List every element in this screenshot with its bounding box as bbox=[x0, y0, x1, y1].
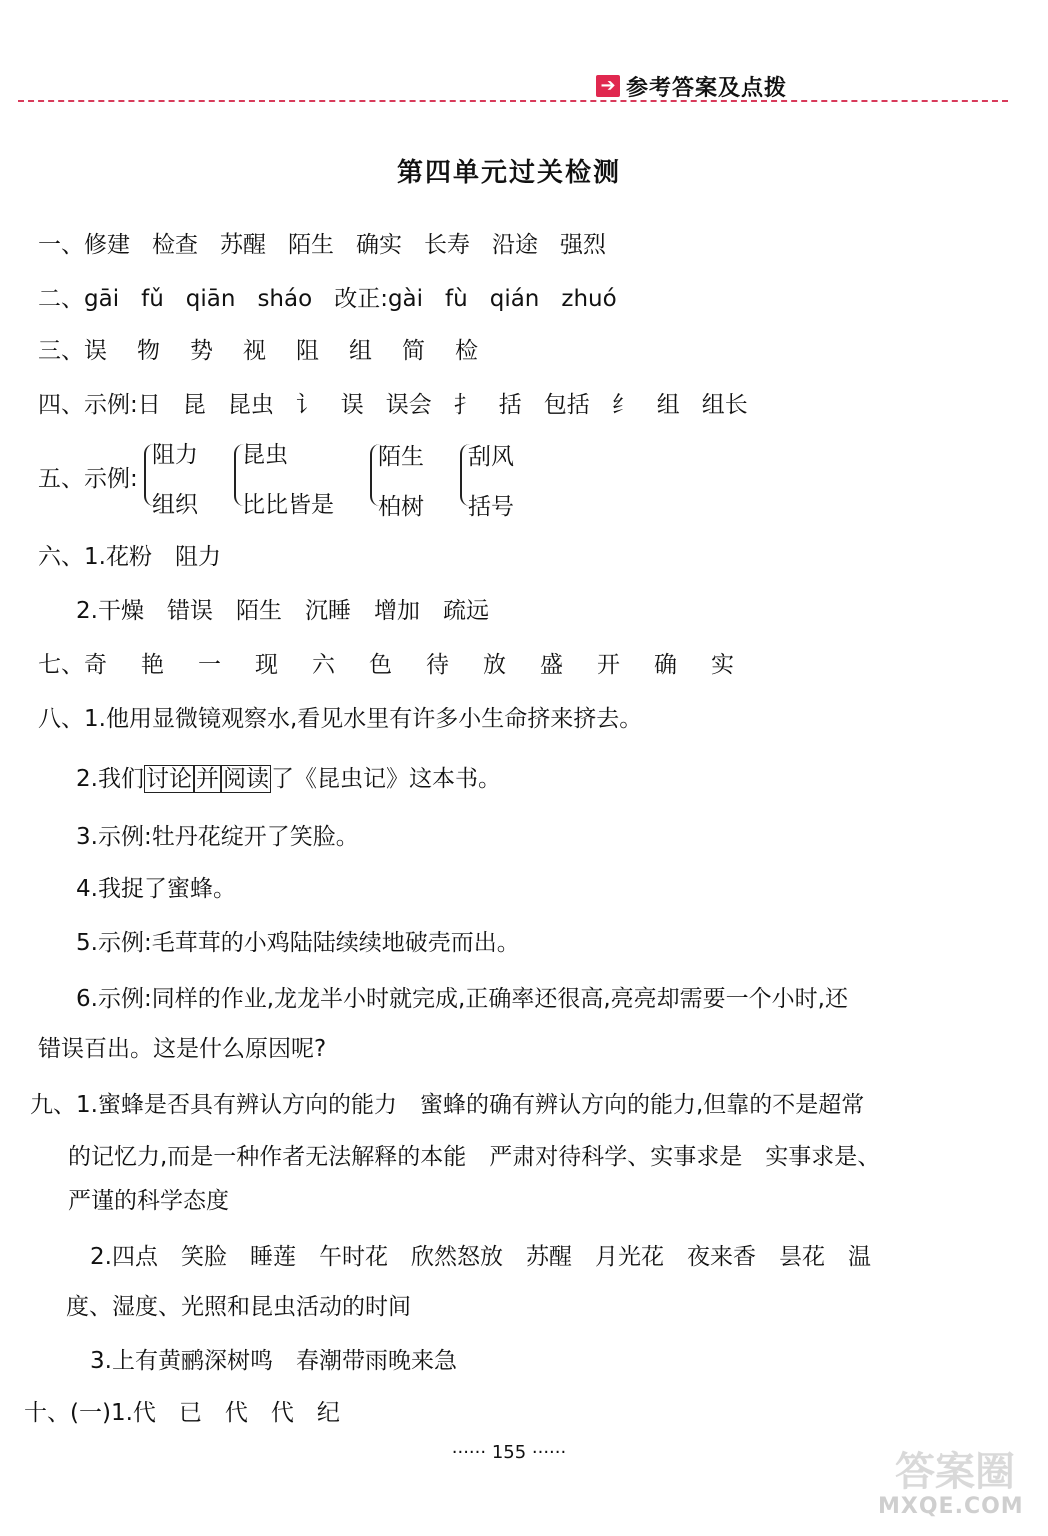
answer-line: 严谨的科学态度 bbox=[68, 1188, 229, 1214]
word-pair-item: 陌生 bbox=[378, 444, 424, 470]
answer-char: 检 bbox=[455, 338, 478, 364]
pinyin: gài bbox=[387, 286, 424, 312]
answer-line: 4.我捉了蜜蜂。 bbox=[76, 876, 236, 902]
answer-word: 检查 bbox=[152, 232, 198, 258]
question-number: 一、 bbox=[38, 232, 84, 258]
header-divider bbox=[18, 100, 1008, 102]
boxed-word: 讨论 bbox=[145, 766, 192, 792]
arrow-right-icon: ➔ bbox=[596, 75, 620, 97]
question-number: 十、 bbox=[24, 1400, 70, 1426]
answer-line: 的记忆力,而是一种作者无法解释的本能 严肃对待科学、实事求是 实事求是、 bbox=[68, 1144, 881, 1170]
answer-line: 错误百出。这是什么原因呢? bbox=[38, 1036, 327, 1062]
answer-char: 六 bbox=[312, 652, 335, 678]
answer-3 bbox=[38, 336, 500, 366]
answer-word: 陌生 bbox=[288, 232, 334, 258]
answer-10 bbox=[24, 1398, 340, 1428]
answer-line: 1.蜜蜂是否具有辨认方向的能力 蜜蜂的确有辨认方向的能力,但靠的不是超常 bbox=[76, 1092, 865, 1118]
answer-line: 2.四点 笑脸 睡莲 午时花 欣然怒放 苏醒 月光花 夜来香 昙花 温 bbox=[90, 1244, 871, 1270]
example-label: 示例: bbox=[84, 392, 138, 418]
answer-item: 误会 bbox=[385, 392, 432, 418]
answer-item: 日 bbox=[137, 392, 161, 418]
answer-line: (一)1.代 已 代 代 纪 bbox=[70, 1400, 340, 1426]
question-number: 五、 bbox=[38, 466, 84, 492]
answer-char: 开 bbox=[597, 652, 620, 678]
question-number: 七、 bbox=[38, 652, 84, 678]
answer-1 bbox=[38, 230, 628, 260]
answer-line: 度、湿度、光照和昆虫活动的时间 bbox=[66, 1294, 411, 1320]
answer-text: 了《昆虫记》这本书。 bbox=[270, 766, 501, 792]
answer-item: 组 bbox=[656, 392, 680, 418]
answer-word: 长寿 bbox=[424, 232, 470, 258]
answer-char: 确 bbox=[654, 652, 677, 678]
answer-line: 3.示例:牡丹花绽开了笑脸。 bbox=[76, 824, 359, 850]
answer-item: 讠 bbox=[295, 392, 319, 418]
question-number: 二、 bbox=[38, 286, 84, 312]
answer-char: 现 bbox=[255, 652, 278, 678]
answer-6 bbox=[38, 542, 221, 572]
question-number: 四、 bbox=[38, 392, 84, 418]
answer-char: 实 bbox=[711, 652, 734, 678]
answer-9 bbox=[30, 1090, 864, 1120]
answer-item: 纟 bbox=[611, 392, 635, 418]
answer-word: 沿途 bbox=[492, 232, 538, 258]
question-number: 八、 bbox=[38, 706, 84, 732]
pinyin: qián bbox=[489, 286, 540, 312]
answer-word: 强烈 bbox=[560, 232, 606, 258]
answer-8 bbox=[38, 704, 642, 734]
answer-7 bbox=[38, 650, 756, 680]
watermark-logo: 答案圈 bbox=[895, 1449, 1015, 1495]
correction-label: 改正: bbox=[334, 286, 388, 312]
answer-char: 艳 bbox=[141, 652, 164, 678]
answer-item: 括 bbox=[498, 392, 522, 418]
word-pair-item: 阻力 bbox=[152, 442, 198, 468]
answer-2 bbox=[38, 284, 639, 314]
watermark-url: MXQE.COM bbox=[878, 1494, 1024, 1519]
pinyin: gāi bbox=[84, 286, 120, 312]
page-title: 第四单元过关检测 bbox=[396, 158, 621, 188]
word-pair-item: 刮风 bbox=[468, 444, 514, 470]
answer-char: 色 bbox=[369, 652, 392, 678]
question-number: 九、 bbox=[30, 1092, 76, 1118]
answer-item: 组长 bbox=[701, 392, 748, 418]
answer-line: 2.干燥 错误 陌生 沉睡 增加 疏远 bbox=[76, 598, 489, 624]
answer-item: 扌 bbox=[453, 392, 477, 418]
question-number: 三、 bbox=[38, 338, 84, 364]
answer-line: 6.示例:同样的作业,龙龙半小时就完成,正确率还很高,亮亮却需要一个小时,还 bbox=[76, 986, 848, 1012]
word-pair-item: 括号 bbox=[468, 494, 514, 520]
pinyin: qiān bbox=[185, 286, 236, 312]
answer-item: 昆虫 bbox=[227, 392, 274, 418]
answer-4 bbox=[38, 390, 770, 420]
word-pair-item: 比比皆是 bbox=[242, 492, 334, 518]
boxed-word: 并 bbox=[195, 766, 219, 792]
answer-line: 1.花粉 阻力 bbox=[84, 544, 221, 570]
answer-item: 误 bbox=[340, 392, 364, 418]
answer-5-label bbox=[38, 464, 138, 494]
answer-char: 放 bbox=[483, 652, 506, 678]
answer-char: 待 bbox=[426, 652, 449, 678]
answer-char: 组 bbox=[349, 338, 372, 364]
answer-char: 视 bbox=[243, 338, 266, 364]
answer-item: 昆 bbox=[182, 392, 206, 418]
answer-word: 苏醒 bbox=[220, 232, 266, 258]
word-pair-item: 柏树 bbox=[378, 494, 424, 520]
answer-line: 1.他用显微镜观察水,看见水里有许多小生命挤来挤去。 bbox=[84, 706, 643, 732]
answer-char: 势 bbox=[190, 338, 213, 364]
answer-line-boxed bbox=[76, 764, 501, 794]
question-number: 六、 bbox=[38, 544, 84, 570]
header-label: 参考答案及点拨 bbox=[626, 75, 788, 101]
section-header bbox=[596, 72, 793, 100]
answer-char: 物 bbox=[137, 338, 160, 364]
answer-char: 误 bbox=[84, 338, 107, 364]
pinyin: zhuó bbox=[561, 286, 617, 312]
word-pair-item: 组织 bbox=[152, 492, 198, 518]
pinyin: sháo bbox=[257, 286, 313, 312]
answer-char: 奇 bbox=[84, 652, 107, 678]
answer-char: 盛 bbox=[540, 652, 563, 678]
answer-char: 简 bbox=[402, 338, 425, 364]
answer-char: 一 bbox=[198, 652, 221, 678]
pinyin: fǔ bbox=[141, 286, 164, 312]
answer-line: 3.上有黄鹂深树鸣 春潮带雨晚来急 bbox=[90, 1348, 457, 1374]
word-pair-item: 昆虫 bbox=[242, 442, 288, 468]
answer-word: 修建 bbox=[84, 232, 130, 258]
pinyin: fù bbox=[445, 286, 468, 312]
page-number: ······ 155 ······ bbox=[451, 1442, 567, 1463]
answer-line: 5.示例:毛茸茸的小鸡陆陆续续地破壳而出。 bbox=[76, 930, 520, 956]
answer-word: 确实 bbox=[356, 232, 402, 258]
answer-char: 阻 bbox=[296, 338, 319, 364]
example-label: 示例: bbox=[84, 466, 138, 492]
boxed-word: 阅读 bbox=[222, 766, 269, 792]
answer-item: 包括 bbox=[543, 392, 590, 418]
answer-text: 2.我们 bbox=[76, 766, 144, 792]
